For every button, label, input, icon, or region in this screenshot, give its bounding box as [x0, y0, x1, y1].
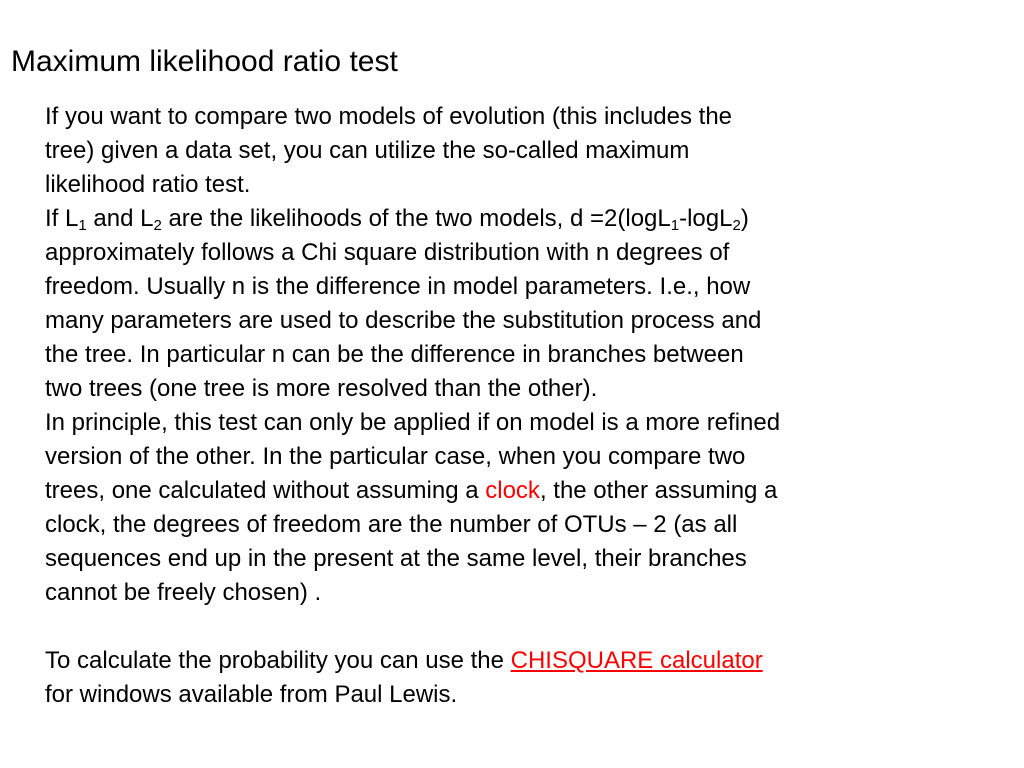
calculator-line: for windows available from Paul Lewis.: [45, 681, 458, 708]
principle-line: [45, 474, 945, 508]
chisquare-calculator-link[interactable]: CHISQUARE calculator: [510, 647, 763, 674]
intro-line: likelihood ratio test.: [45, 171, 251, 198]
principle-line: cannot be freely chosen) .: [45, 579, 322, 606]
subscript: 1: [670, 217, 680, 234]
paragraph-spacer: [45, 610, 945, 644]
likelihood-line: approximately follows a Chi square distribution with n degrees of: [45, 239, 730, 266]
subscript: 2: [153, 217, 162, 234]
likelihood-line: many parameters are used to describe the substitution process and: [45, 307, 762, 334]
likelihood-text: If L: [45, 205, 79, 232]
likelihood-text: and L: [86, 205, 154, 232]
subscript: 2: [732, 217, 741, 234]
likelihood-line: two trees (one tree is more resolved than the other).: [45, 375, 598, 402]
principle-line: sequences end up in the present at the same level, their branches: [45, 545, 747, 572]
calculator-line: [45, 644, 945, 678]
likelihood-text: -logL: [679, 205, 733, 232]
subscript: 1: [78, 217, 87, 234]
likelihood-definition-line: [45, 202, 945, 236]
principle-line: In principle, this test can only be applied if on model is a more refined: [45, 409, 781, 436]
principle-line: version of the other. In the particular case, when you compare two: [45, 443, 746, 470]
principle-text: , the other assuming a: [539, 477, 778, 504]
likelihood-line: freedom. Usually n is the difference in model parameters. I.e., how: [45, 273, 751, 300]
likelihood-line: the tree. In particular n can be the difference in branches between: [45, 341, 744, 368]
slide-title: Maximum likelihood ratio test: [11, 45, 398, 78]
intro-line: If you want to compare two models of evolution (this includes the: [45, 103, 733, 130]
principle-text: trees, one calculated without assuming a: [45, 477, 486, 504]
principle-line: clock, the degrees of freedom are the number of OTUs – 2 (as all: [45, 511, 738, 538]
intro-line: tree) given a data set, you can utilize the so-called maximum: [45, 137, 690, 164]
likelihood-text: are the likelihoods of the two models, d =2(logL: [161, 205, 671, 232]
calculator-text: To calculate the probability you can use the: [45, 647, 511, 674]
slide-body: [45, 100, 945, 712]
clock-highlight: clock: [485, 477, 540, 504]
likelihood-text: ): [740, 205, 749, 232]
